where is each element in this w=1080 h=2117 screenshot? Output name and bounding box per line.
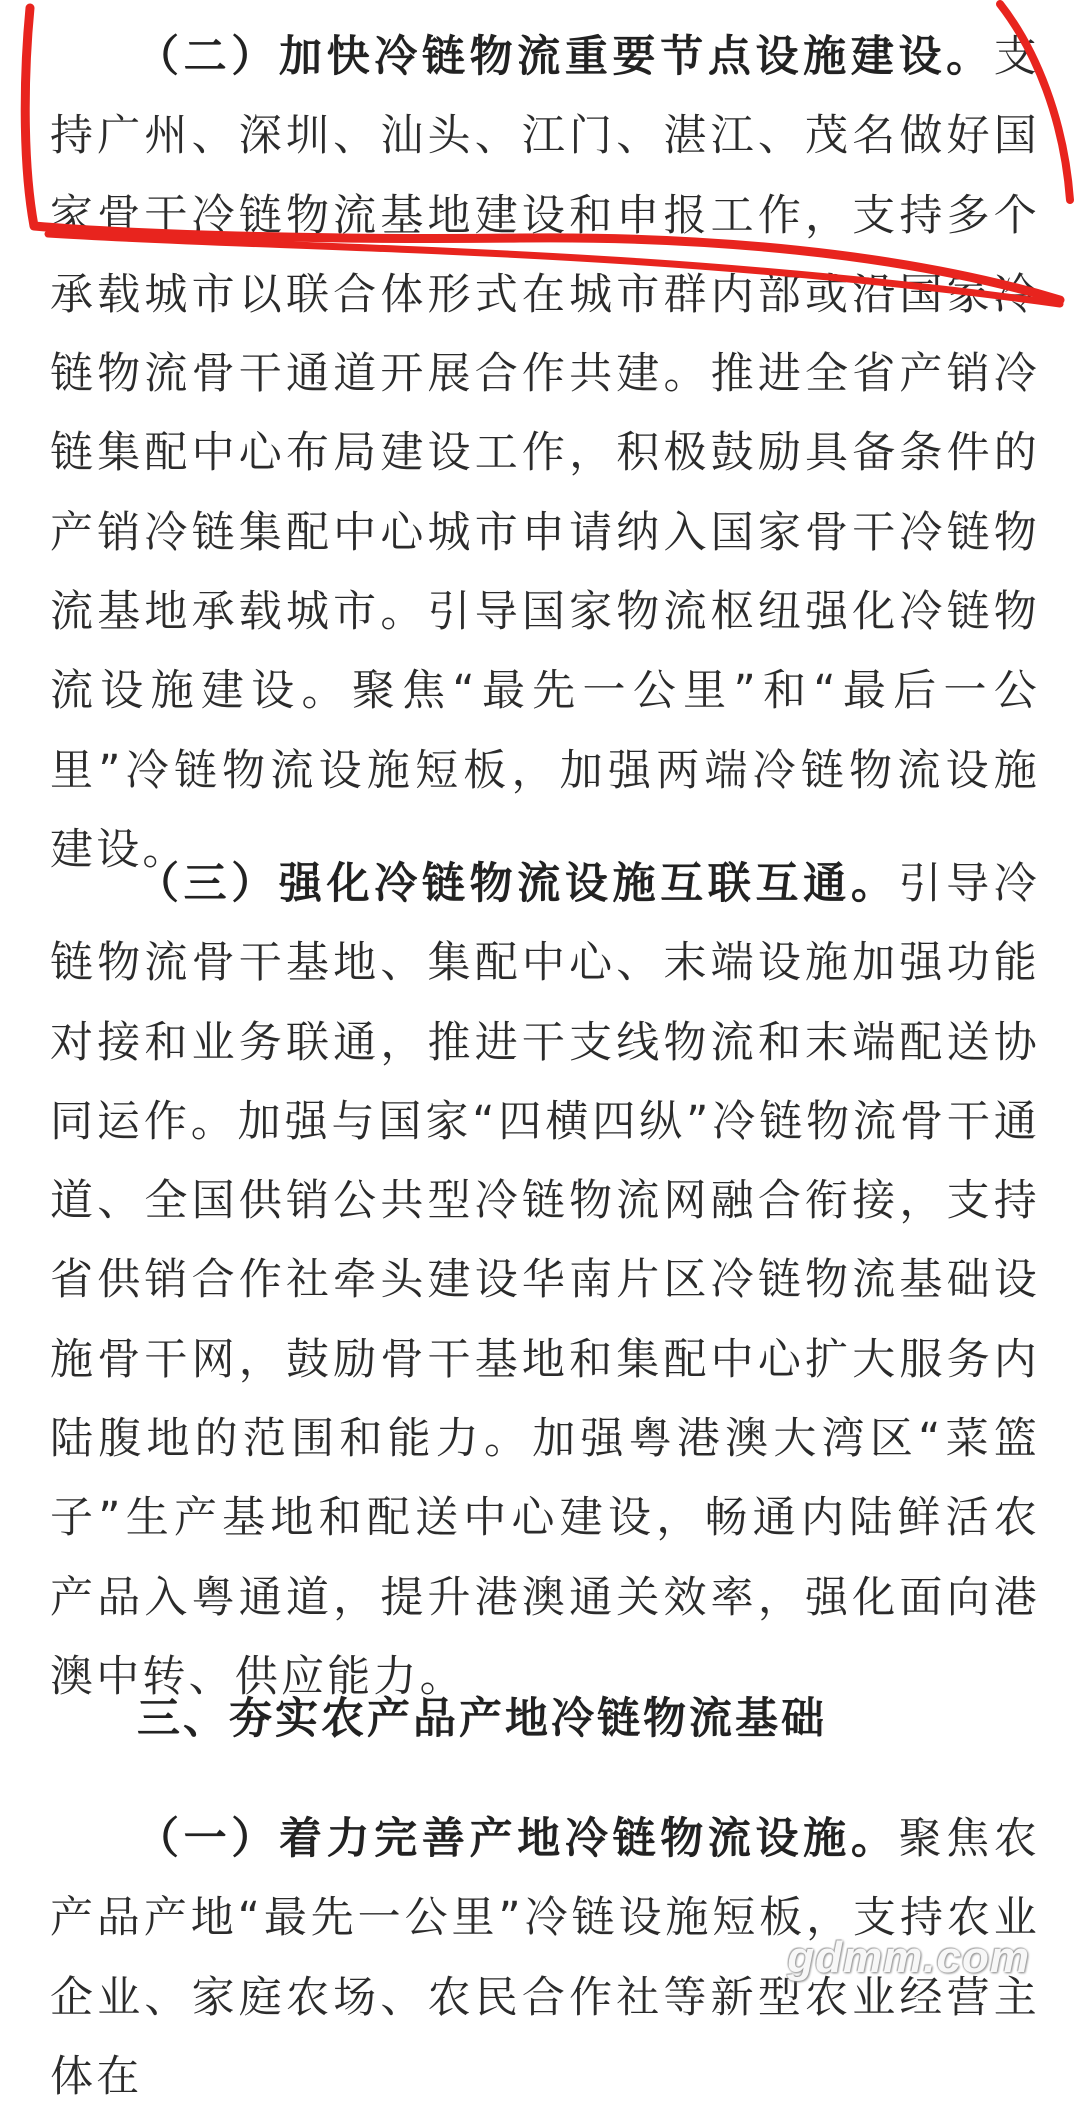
section-heading: 三、夯实农产品产地冷链物流基础: [137, 1694, 827, 1744]
paragraph-interconnection: [50, 845, 1040, 1717]
watermark-logo: gdmm.com: [787, 1933, 1030, 1982]
paragraph-lead: （二）加快冷链物流重要节点设施建设。: [136, 32, 994, 82]
paragraph-lead: （一）着力完善产地冷链物流设施。: [136, 1814, 899, 1864]
paragraph-body: 引导冷链物流骨干基地、集配中心、末端设施加强功能对接和业务联通，推进干支线物流和末端配送协同运作。加强与国家“四横四纵”冷链物流骨干通道、全国供销公共型冷链物流网融合衔接，支持省供销合作社牵头建设华南片区冷链物流基础设施骨干网，鼓励骨干基地和集配中心扩大服务内陆腹地的范围和能力。加强粤港澳大湾区“菜篮子”生产基地和配送中心建设，畅通内陆鲜活农产品入粤通道，提升港澳通关效率，强化面向港澳中转、供应能力。: [50, 859, 1040, 1702]
paragraph-cold-chain-nodes: [50, 18, 1040, 890]
paragraph-lead: （三）强化冷链物流设施互联互通。: [136, 859, 899, 909]
paragraph-body: 支持广州、深圳、汕头、江门、湛江、茂名做好国家骨干冷链物流基地建设和申报工作，支持多个承载城市以联合体形式在城市群内部或沿国家冷链物流骨干通道开展合作共建。推进全省产销冷链集配中心布局建设工作，积极鼓励具备条件的产销冷链集配中心城市申请纳入国家骨干冷链物流基地承载城市。引导国家物流枢纽强化冷链物流设施建设。聚焦“最先一公里”和“最后一公里”冷链物流设施短板，加强两端冷链物流设施建设。: [50, 32, 1040, 875]
paragraph-body: 聚焦农产品产地“最先一公里”冷链设施短板，支持农业企业、家庭农场、农民合作社等新型农业经营主体在: [50, 1814, 1040, 2102]
